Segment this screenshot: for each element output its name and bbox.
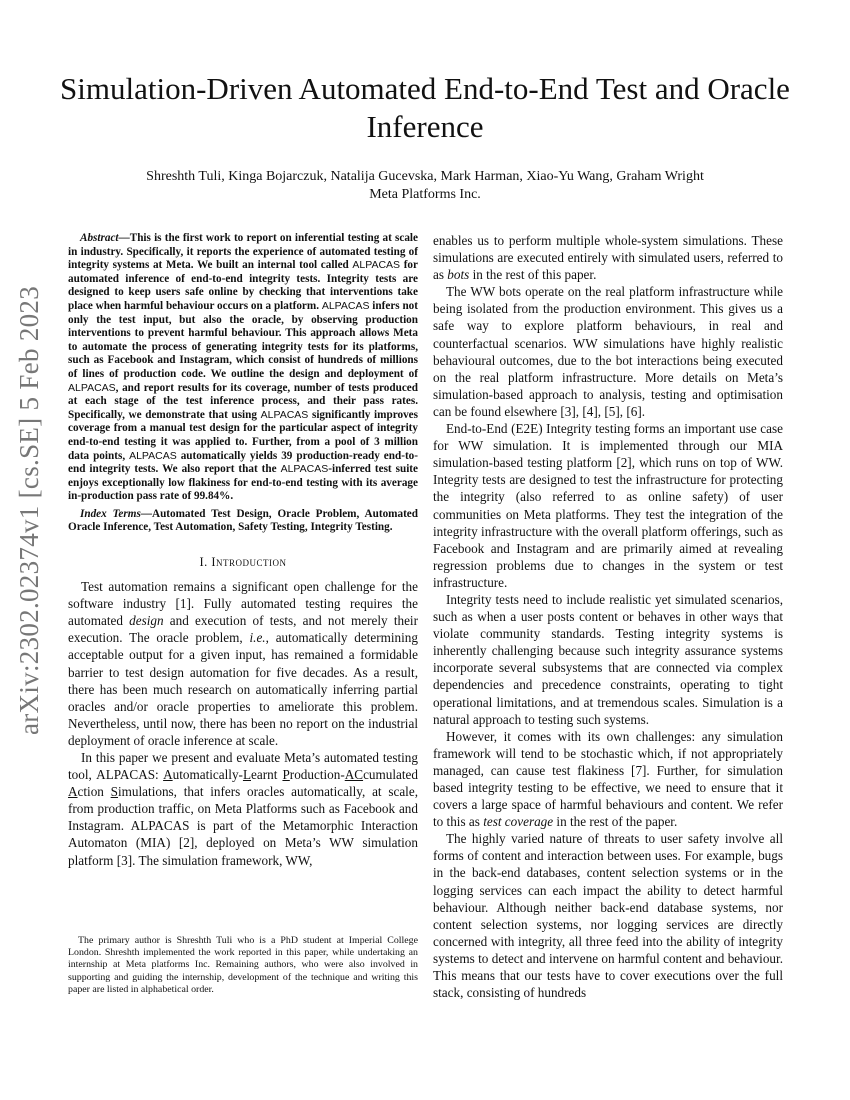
abstract-lead: Abstract [80,232,119,244]
acronym-letter: A [163,767,173,783]
emphasis: test coverage [483,814,554,830]
abstract-text: significantly improves coverage from a manual test design for the particular aspect of integrity end-to-end testing it was applied to. Further, from a pool of 3 million data points, [68,408,418,462]
acronym-letter: S [110,784,118,800]
abstract-text: automatically yields 39 production-ready end-to-end integrity tests. We also report that the [68,449,418,476]
tool-name: ALPACAS [260,408,309,421]
intro-paragraph-2 [68,749,418,869]
right-paragraph-5 [433,728,783,831]
emphasis: i.e. [249,630,266,646]
text-run: earnt [251,767,283,783]
tool-name: ALPACAS [129,449,177,462]
tool-name: ALPACAS [352,259,401,272]
abstract-text: —This is the first work to report on inferential testing at scale in industry. Specifically, it reports the experience of automated testing of integrity systems at Meta. We built an internal tool called [68,232,418,272]
tool-name: ALPACAS [280,463,329,476]
acronym-letter: L [242,767,251,783]
emphasis: design [129,613,164,629]
left-column [68,232,418,869]
text-run: and execution of tests, and not merely their execution. The oracle problem, [68,613,418,646]
paper-title: Simulation-Driven Automated End-to-End Test and Oracle Inference [60,71,790,144]
abstract-text: , and report results for its coverage, number of tests produced at each stage of the test inference process, and their pass rates. Specifically, we demonstrate that using [68,381,418,421]
text-run: Test automation remains a significant open challenge for the software industry [1]. Fully automated testing requires the automated [68,579,418,629]
text-run: imulations, that infers oracles automatically, at scale, from production traffic, on Meta Platforms such as Facebook and Instagram. ALPACAS is part of the Metamorphic Interaction Automaton (MIA) [2], deployed on Meta’s WW simulation platform [3]. The simulation framework, WW, [68,784,418,868]
author-list: Shreshth Tuli, Kinga Bojarczuk, Natalija Gucevska, Mark Harman, Xiao-Yu Wang, Graham Wright [146,169,704,184]
index-terms-text: —Automated Test Design, Oracle Problem, Automated Oracle Inference, Test Automation, Safety Testing, Integrity Testing. [68,507,418,534]
text-run: cumulated [363,767,418,783]
abstract-text: -inferred test suite enjoys exceptionally low flakiness for end-to-end testing with its average in-production pass rate of 99.84%. [68,463,418,503]
right-paragraph-6: The highly varied nature of threats to user safety involve all forms of content and interaction between uses. For example, bugs in the back-end databases, content selection systems or in the logging services can each impact the ability to detect harmful behaviour. Although neither back-end database systems, nor content selection systems, nor logging services are directly concerned with integrity, all three feed into the ability of integrity systems to detect and intervene on harmful content and behaviour. This means that our tests have to cover executions over the full stack, consisting of hundreds [433,831,783,1001]
acronym-letter: AC [344,767,364,783]
affiliation: Meta Platforms Inc. [369,187,481,202]
abstract [68,232,418,504]
right-paragraph-1 [433,232,783,283]
index-terms [68,508,418,535]
index-terms-lead: Index Terms [80,507,141,520]
text-run: utomatically- [172,767,243,783]
author-footnote: The primary author is Shreshth Tuli who is a PhD student at Imperial College London. Shreshth implemented the work reported in this paper, while undertaking an internship at Meta platforms Inc. Remaining authors, who were also involved in supporting and guiding the internship, development of the technique and writing this paper are listed in alphabetical order. [68,935,418,995]
text-run: in the rest of this paper. [469,267,597,283]
text-run: , automatically determining acceptable output for a given input, has remained a formidable barrier to test design automation for five decades. As a result, there has been much research on automatically inferring partial oracles and/or oracle properties to ameliorate this problem. Nevertheless, until now, there has been no report on the industrial deployment of oracle inference at scale. [68,630,418,748]
arxiv-stamp [10,285,50,735]
section-heading: I. Introduction [199,555,287,570]
arxiv-identifier: arXiv:2302.02374v1 [cs.SE] 5 Feb 2023 [14,285,45,735]
emphasis: bots [447,267,470,283]
right-paragraph-2: The WW bots operate on the real platform infrastructure while being isolated from the production environment. This gives us a safe way to explore platform behaviours, in real and counterfactual scenarios. WW simulations have highly realistic behavioural outcomes, due to the bot interactions being executed on the real platform infrastructure. More details on Meta’s simulation-based approach to analysis, testing and optimisation can be found elsewhere [3], [4], [5], [6]. [433,284,783,419]
text-run: However, it comes with its own challenges: any simulation framework will tend to be stochastic which, if not appropriately managed, can cause test flakiness [7]. Further, for simulation based integrity testing to be effective, we need to ensure that it covers a large space of harmful behaviours and content. We refer to this as [433,728,783,830]
text-run: ction [77,784,111,800]
right-paragraph-3: End-to-End (E2E) Integrity testing forms an important use case for WW simulation. It is implemented through our MIA simulation-based testing platform [2], which runs on top of WW. Integrity tests are designed to test the infrastructure for protecting the integrity (also referred to as online safety) of user communities on Meta platforms. They test the integration of the integrity infrastructure with the overall platform offerings, such as Facebook and Instagram and are primarily aimed at revealing regression problems due to changes in the system or test infrastructure. [433,421,783,590]
tool-name: ALPACAS [321,299,370,312]
text-run: enables us to perform multiple whole-system simulations. These simulations are executed entirely with simulated users, referred to as [433,233,783,283]
right-column [433,232,783,1001]
abstract-text: infers not only the test input, but also the oracle, by observing production interventions to prevent harmful behaviour. This approach allows Meta to automate the process of generating integrity tests for its platforms, such as Facebook and Instagram, which consist of hundreds of millions of lines of production code. We outline the design and deployment of [68,299,418,380]
text-run: roduction- [289,767,345,783]
tool-name: ALPACAS [68,381,116,394]
intro-paragraph-1 [68,578,418,749]
acronym-letter: P [282,767,290,783]
abstract-text: for automated inference of end-to-end integrity tests. Integrity tests are designed to keep users safe online by checking that interventions take place when harmful behaviour occurs on a platform. [68,259,418,312]
text-run: in the rest of the paper. [553,814,678,830]
acronym-letter: A [68,784,78,800]
text-run: In this paper we present and evaluate Meta’s automated testing tool, ALPACAS: [68,750,418,783]
right-paragraph-4: Integrity tests need to include realistic yet simulated scenarios, such as when a user posts content or behaves in other ways that violate community standards. Testing integrity systems is inherently challenging because such integrity assurance systems incorporate several subsystems that are connected via complex dependencies and precedence constraints, operating to tight operational limitations, and at tremendous scales. Simulation is a natural approach to testing such systems. [433,591,783,727]
